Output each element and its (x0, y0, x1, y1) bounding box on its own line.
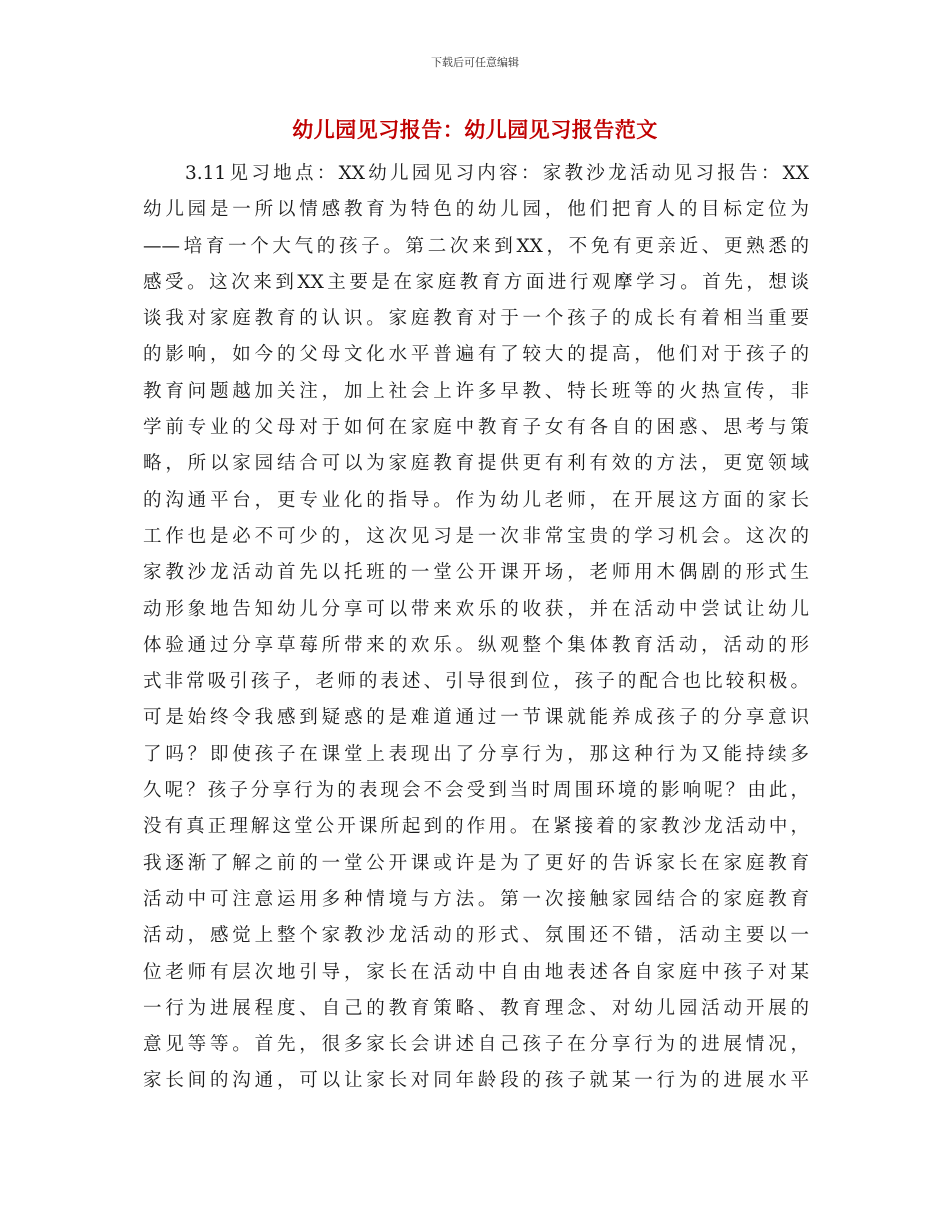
body-line: 体验通过分享草莓所带来的欢乐。纵观整个集体教育活动，活动的形 (143, 634, 809, 656)
body-line: 家教沙龙活动首先以托班的一堂公开课开场，老师用木偶剧的形式生 (143, 562, 809, 584)
body-line: 的影响，如今的父母文化水平普遍有了较大的提高，他们对于孩子的 (143, 344, 809, 366)
body-line: 我逐渐了解之前的一堂公开课或许是为了更好的告诉家长在家庭教育 (143, 852, 809, 874)
body-line: 的沟通平台，更专业化的指导。作为幼儿老师，在开展这方面的家长 (143, 489, 809, 511)
document-body (143, 156, 809, 1100)
body-line: ——培育一个大气的孩子。第二次来到XX，不免有更亲近、更熟悉的 (143, 235, 809, 257)
body-line: 家长间的沟通，可以让家长对同年龄段的孩子就某一行为的进展水平 (143, 1070, 809, 1092)
body-line: 工作也是必不可少的，这次见习是一次非常宝贵的学习机会。这次的 (143, 525, 809, 547)
document-title: 幼儿园见习报告：幼儿园见习报告范文 (292, 117, 658, 142)
body-line: 一行为进展程度、自己的教育策略、教育理念、对幼儿园活动开展的 (143, 997, 809, 1019)
body-line: 式非常吸引孩子，老师的表述、引导很到位，孩子的配合也比较积极。 (143, 671, 809, 693)
body-line: 谈我对家庭教育的认识。家庭教育对于一个孩子的成长有着相当重要 (143, 308, 809, 330)
body-line: 幼儿园是一所以情感教育为特色的幼儿园，他们把育人的目标定位为 (143, 199, 809, 221)
header-note: 下载后可任意编辑 (431, 56, 519, 69)
body-line: 3.11见习地点：XX幼儿园见习内容：家教沙龙活动见习报告：XX (185, 163, 809, 184)
body-line: 感受。这次来到XX主要是在家庭教育方面进行观摩学习。首先，想谈 (143, 271, 809, 293)
body-line: 活动，感觉上整个家教沙龙活动的形式、氛围还不错，活动主要以一 (143, 925, 809, 947)
body-line: 位老师有层次地引导，家长在活动中自由地表述各自家庭中孩子对某 (143, 961, 809, 983)
body-line: 学前专业的父母对于如何在家庭中教育子女有各自的困惑、思考与策 (143, 417, 809, 439)
body-line: 略，所以家园结合可以为家庭教育提供更有利有效的方法，更宽领域 (143, 453, 809, 475)
body-line: 教育问题越加关注，加上社会上许多早教、特长班等的火热宣传，非 (143, 380, 809, 402)
body-line: 意见等等。首先，很多家长会讲述自己孩子在分享行为的进展情况， (143, 1034, 809, 1056)
body-line: 动形象地告知幼儿分享可以带来欢乐的收获，并在活动中尝试让幼儿 (143, 598, 809, 620)
body-line: 活动中可注意运用多种情境与方法。第一次接触家园结合的家庭教育 (143, 888, 809, 910)
body-line: 久呢？孩子分享行为的表现会不会受到当时周围环境的影响呢？由此， (143, 780, 809, 802)
body-line: 可是始终令我感到疑惑的是难道通过一节课就能养成孩子的分享意识 (143, 707, 809, 729)
body-line: 了吗？即使孩子在课堂上表现出了分享行为，那这种行为又能持续多 (143, 743, 809, 765)
body-line: 没有真正理解这堂公开课所起到的作用。在紧接着的家教沙龙活动中， (143, 816, 809, 838)
